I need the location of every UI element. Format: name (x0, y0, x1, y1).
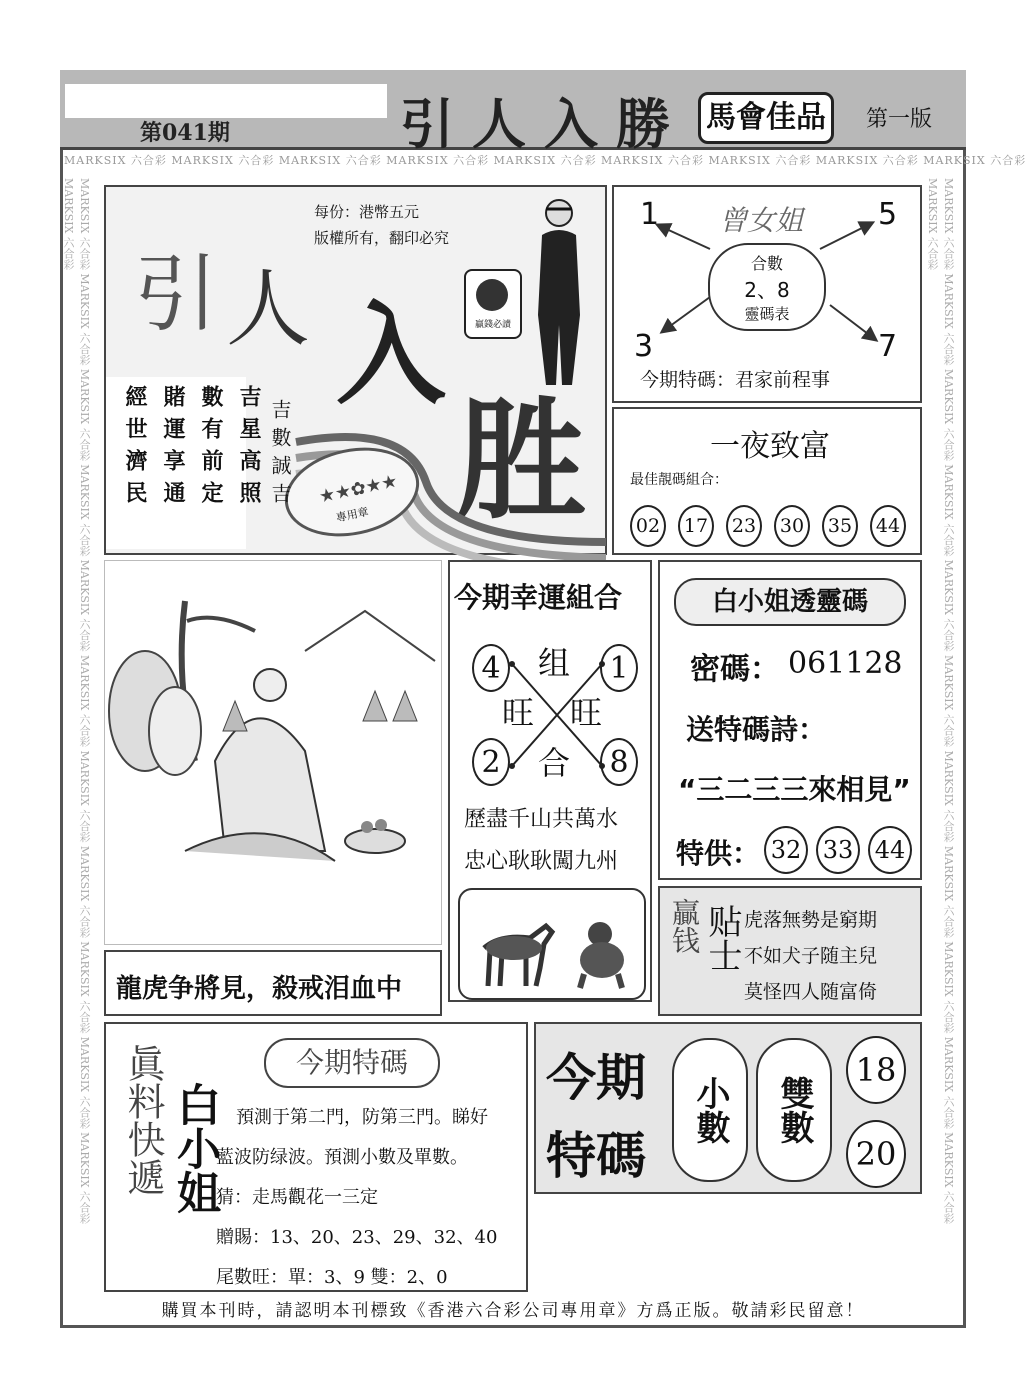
rich-label: 最佳靚碼組合： (630, 472, 728, 488)
spirit-num-3: 3 (634, 329, 654, 364)
miss-bai-title: 白小姐透靈碼 (674, 578, 906, 626)
final-num: 20 (846, 1120, 906, 1188)
special-num: 32 (764, 826, 808, 874)
final-title-1: 今期 (546, 1049, 646, 1107)
special-line: 猜：走馬觀花一三定 (216, 1187, 378, 1208)
price-line: 每份：港幣五元 (314, 203, 420, 221)
cross-char-right: 旺 (570, 694, 603, 732)
special-num: 44 (868, 826, 912, 874)
tips-panel (658, 886, 922, 1016)
stamp-text: 專用章 (334, 505, 370, 525)
spirit-num-1: 1 (640, 197, 660, 232)
cover-panel (104, 185, 607, 555)
brand-badge: 馬會佳品 (698, 92, 834, 144)
man-figure-icon (524, 195, 594, 395)
lucky-title: 今期幸運組合 (454, 581, 623, 614)
code-label: 密碼： (690, 652, 780, 687)
cover-char-3: 入 (336, 291, 446, 419)
animals-frame (458, 888, 646, 1000)
special-label: 特供： (676, 837, 761, 870)
poem-label: 送特碼詩： (686, 713, 827, 746)
final-title-2: 特碼 (546, 1127, 646, 1185)
special-code-title: 今期特碼 (264, 1038, 440, 1088)
rich-num: 23 (726, 505, 762, 547)
tips-line: 虎落無勢是窮期 (744, 909, 878, 931)
tips-side-2: 贴士 (702, 904, 742, 972)
lucky-num-1: 1 (600, 644, 638, 692)
header-blank (65, 84, 387, 118)
poem-col-4: 吉星高照 (236, 385, 262, 513)
special-line: 藍波防绿波。預測小數及單數。 (216, 1147, 468, 1168)
final-panel (534, 1022, 922, 1194)
logo-caption: 贏錢必讀 (474, 320, 511, 330)
special-line: 預測于第二門，防第三門。睇好 (236, 1107, 488, 1128)
dragon-text: 龍虎争將見，殺戒泪血中 (116, 974, 403, 1004)
center-value: 2、8 (744, 278, 790, 302)
sage-illustration (104, 560, 442, 945)
even-badge: 雙數 (756, 1038, 832, 1182)
special-line: 尾數旺：單：3、9 雙：2、0 (216, 1267, 448, 1288)
cover-char-2: 人 (226, 260, 311, 358)
poem-col-3: 數有前定 (198, 385, 224, 513)
cross-char-bottom: 合 (538, 744, 571, 782)
rich-num: 44 (870, 505, 906, 547)
cross-char-left: 旺 (502, 694, 535, 732)
rich-numbers (630, 505, 906, 547)
watermark-right: MARKSIX 六合彩 MARKSIX 六合彩 MARKSIX 六合彩 MARKSIX 六合彩 MARKSIX 六合彩 MARKSIX 六合彩 MARKSIX 六合彩 MARKSIX 六合彩 MARKSIX 六合彩 MARKSIX 六合彩 MARKSIX 六合彩 MARKSIX 六合彩 (926, 178, 955, 1225)
rich-num: 02 (630, 505, 666, 547)
poem-side: 吉數誠吉 (268, 399, 292, 511)
final-num: 18 (846, 1036, 906, 1104)
special-num: 33 (816, 826, 860, 874)
special-code-lines (216, 1098, 497, 1298)
spirit-num-7: 7 (878, 329, 898, 364)
poem-text: “三二三三來相見” (678, 773, 911, 806)
spirit-center (708, 243, 826, 331)
tips-line: 莫怪四人随富倚 (744, 981, 878, 1003)
logo-icon (464, 269, 522, 339)
lucky-line-2: 忠心耿耿闖九州 (464, 849, 619, 874)
issue-number: 第041期 (140, 120, 230, 146)
watermark-left: MARKSIX 六合彩 MARKSIX 六合彩 MARKSIX 六合彩 MARKSIX 六合彩 MARKSIX 六合彩 MARKSIX 六合彩 MARKSIX 六合彩 MARKSIX 六合彩 MARKSIX 六合彩 MARKSIX 六合彩 MARKSIX 六合彩 MARKSIX 六合彩 (62, 178, 91, 1225)
poem-col-1: 經世濟民 (122, 385, 148, 513)
lucky-combo-panel (448, 560, 652, 1002)
spirit-special: 今期特碼：君家前程事 (640, 369, 831, 391)
lucky-num-8: 8 (600, 738, 638, 786)
cross-char-top: 组 (538, 644, 571, 682)
cover-char-1: 引 (134, 245, 219, 343)
official-stamp: ★★✿★★ 專用章 (277, 436, 428, 548)
horse-monkey-icon (460, 890, 644, 998)
lucky-num-2: 2 (472, 738, 510, 786)
vertical-heading-2: 白小姐 (169, 1082, 220, 1214)
cover-char-4: 胜 (456, 385, 587, 537)
lucky-num-4: 4 (472, 644, 510, 692)
poem-col-2: 賭運享通 (160, 385, 186, 513)
code-value: 061128 (788, 646, 903, 681)
rich-title: 一夜致富 (710, 429, 830, 464)
spirit-title: 曾女姐 (719, 204, 804, 237)
watermark-row: MARKSIX 六合彩 MARKSIX 六合彩 MARKSIX 六合彩 MARKSIX 六合彩 MARKSIX 六合彩 MARKSIX 六合彩 MARKSIX 六合彩 MARKSIX 六合彩 MARKSIX 六合彩 (64, 154, 1026, 167)
spirit-num-5: 5 (878, 197, 898, 232)
small-badge: 小數 (672, 1038, 748, 1182)
special-line: 贈賜：13、20、23、29、32、40 (216, 1227, 498, 1248)
tips-lines (744, 902, 877, 1010)
dragon-panel (104, 950, 442, 1016)
sage-scene-icon (105, 561, 441, 944)
rich-num: 30 (774, 505, 810, 547)
copyright-line: 版權所有，翻印必究 (314, 229, 450, 247)
tips-side-1: 贏钱 (668, 898, 701, 954)
lucky-line-1: 歷盡千山共萬水 (464, 807, 619, 832)
page-title: 引人入勝 (400, 93, 688, 156)
footer-notice: 購買本刊時，請認明本刊標致《香港六合彩公司專用章》方爲正版。敬請彩民留意！ (161, 1301, 865, 1321)
special-nums (764, 826, 912, 874)
rich-panel (612, 407, 922, 555)
rich-num: 35 (822, 505, 858, 547)
vertical-heading-1: 眞料快遞 (121, 1044, 165, 1196)
edition-label: 第一版 (866, 107, 933, 132)
center-label: 合數 (750, 254, 783, 273)
miss-bai-panel (658, 560, 922, 880)
center-sub: 靈碼表 (744, 305, 790, 323)
special-code-panel (104, 1022, 528, 1292)
spirit-code-panel (612, 185, 922, 403)
rich-num: 17 (678, 505, 714, 547)
tips-line: 不如犬子随主兒 (744, 945, 878, 967)
